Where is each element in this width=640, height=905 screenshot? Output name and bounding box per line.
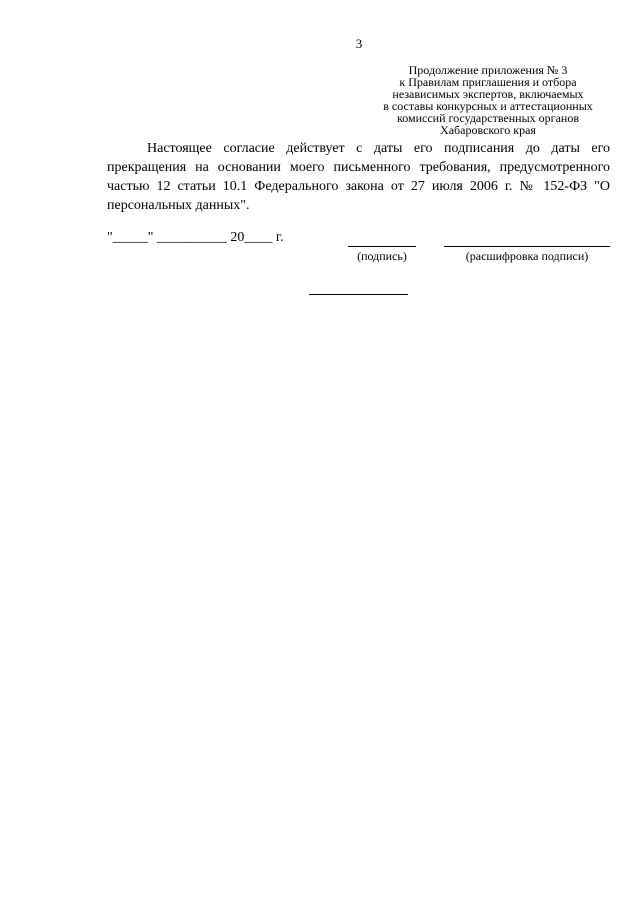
appendix-header-line: Хабаровского края [440,123,536,137]
appendix-header-line: независимых экспертов, включаемых [392,87,584,101]
appendix-header-line: Продолжение приложения № 3 [408,63,568,77]
appendix-header-line: к Правилам приглашения и отбора [399,75,577,89]
date-line: "_____" __________ 20____ г. [107,230,284,245]
appendix-header [366,64,610,136]
signature-blank-line [348,246,416,247]
signature-caption: (подпись) [357,249,407,263]
transcript-caption: (расшифровка подписи) [465,249,589,263]
appendix-header-line: комиссий государственных органов [396,111,579,125]
consent-validity-paragraph: Настоящее согласие действует с даты его подписания до даты его прекращения на основании моего письменного требования, предусмотренного частью 12 статьи 10.1 Федерального закона от 27 июля 2006 г. № 152-ФЗ "О персональных данных". [107,141,610,213]
transcript-blank-line [444,246,610,247]
page-number: 3 [355,36,363,51]
signature-block [107,230,610,270]
end-of-document-rule [309,294,408,295]
appendix-header-line: в составы конкурсных и аттестационных [383,99,593,113]
